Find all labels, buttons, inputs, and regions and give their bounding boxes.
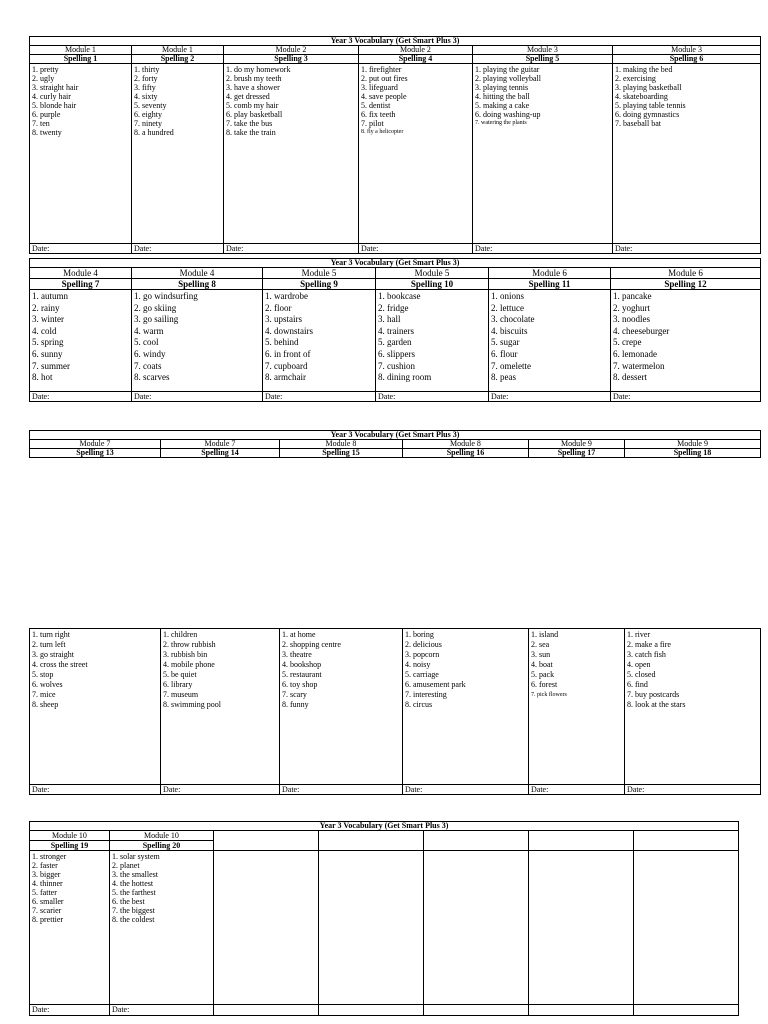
word-list-spelling-20 <box>110 851 214 1005</box>
date-field[interactable]: Date: <box>132 244 224 254</box>
word-item: 1. playing the guitar <box>475 65 540 74</box>
word-item: 3. straight hair <box>32 83 79 92</box>
word-item: 2. faster <box>32 861 58 870</box>
word-item: 4. hitting the ball <box>475 92 530 101</box>
word-item: 7. take the bus <box>226 119 273 128</box>
word-item: 1. solar system <box>112 852 160 861</box>
word-item: 4. downstairs <box>265 325 313 336</box>
word-item: 7. interesting <box>405 690 447 699</box>
word-item: 6. smaller <box>32 897 64 906</box>
spelling-heading: Spelling 4 <box>359 55 473 64</box>
empty-cell <box>634 1005 739 1016</box>
word-item: 2. put out fires <box>361 74 408 83</box>
word-item: 3. go straight <box>32 650 74 659</box>
word-item: 4. the hottest <box>112 879 154 888</box>
word-item: 3. popcorn <box>405 650 440 659</box>
word-item: 3. chocolate <box>491 314 535 325</box>
word-list-spelling-19 <box>30 851 110 1005</box>
word-item: 6. slippers <box>378 348 415 359</box>
empty-cell <box>214 831 319 851</box>
title-row <box>30 259 761 268</box>
word-item: 4. boat <box>531 660 553 669</box>
word-item: 5. closed <box>627 670 656 679</box>
empty-cell <box>319 851 424 1005</box>
spelling-heading: Spelling 5 <box>473 55 613 64</box>
word-item: 7. coats <box>134 360 162 371</box>
word-item: 8. sheep <box>32 700 59 709</box>
word-item: 6. doing washing-up <box>475 110 541 119</box>
word-item: 3. theatre <box>282 650 312 659</box>
word-item: 5. making a cake <box>475 101 530 110</box>
word-list-spelling-5 <box>473 64 613 244</box>
word-item: 5. restaurant <box>282 670 322 679</box>
word-item: 1. do my homework <box>226 65 291 74</box>
word-item: 7. watermelon <box>613 360 665 371</box>
word-item: 6. purple <box>32 110 61 119</box>
word-list-spelling-12 <box>611 290 761 392</box>
word-item: 5. crepe <box>613 337 642 348</box>
table-title: Year 3 Vocabulary (Get Smart Plus 3) <box>30 822 739 831</box>
word-item: 4. thinner <box>32 879 63 888</box>
word-item: 6. library <box>163 680 193 689</box>
word-list-spelling-15 <box>280 629 403 785</box>
word-item: 6. flour <box>491 348 518 359</box>
word-item: 1. onions <box>491 291 525 301</box>
empty-cell <box>529 831 634 851</box>
date-field[interactable]: Date: <box>161 785 280 795</box>
date-row <box>30 392 761 402</box>
table-title: Year 3 Vocabulary (Get Smart Plus 3) <box>30 259 761 268</box>
module-label: Module 3 <box>613 46 761 55</box>
spelling-heading: Spelling 9 <box>263 279 376 290</box>
word-item: 8. prettier <box>32 915 64 924</box>
word-item: 1. stronger <box>32 852 67 861</box>
word-item: 1. children <box>163 630 198 639</box>
word-item: 7. omelette <box>491 360 531 371</box>
word-list-row <box>30 290 761 392</box>
word-item: 6. in front of <box>265 348 311 359</box>
date-field[interactable]: Date: <box>473 244 613 254</box>
module-label: Module 3 <box>473 46 613 55</box>
word-item: 8. the coldest <box>112 915 155 924</box>
word-item: 3. catch fish <box>627 650 666 659</box>
word-item: 8. peas <box>491 372 516 383</box>
word-list-spelling-16 <box>403 629 529 785</box>
word-item: 2. lettuce <box>491 302 524 313</box>
word-item: 3. lifeguard <box>361 83 398 92</box>
word-item: 3. noodles <box>613 314 650 325</box>
word-item: 1. wardrobe <box>265 291 308 301</box>
word-item: 1. bookcase <box>378 291 421 301</box>
vocabulary-table-modules-1-3 <box>29 36 761 254</box>
date-field[interactable]: Date: <box>613 244 761 254</box>
word-item: 5. the farthest <box>112 888 156 897</box>
word-item: 6. toy shop <box>282 680 318 689</box>
word-item: 5. playing table tennis <box>615 101 686 110</box>
date-field[interactable]: Date: <box>625 785 761 795</box>
spelling-heading: Spelling 20 <box>110 841 214 851</box>
word-item: 3. hall <box>378 314 401 325</box>
word-item: 4. cold <box>32 325 57 336</box>
empty-cell <box>634 851 739 1005</box>
word-list-spelling-2 <box>132 64 224 244</box>
word-item: 6. forest <box>531 680 558 689</box>
module-label: Module 2 <box>224 46 359 55</box>
word-item: 5. carriage <box>405 670 439 679</box>
word-list-spelling-6 <box>613 64 761 244</box>
word-item: 6. sunny <box>32 348 63 359</box>
spelling-heading: Spelling 8 <box>132 279 263 290</box>
word-item: 1. autumn <box>32 291 68 301</box>
date-field[interactable]: Date: <box>224 244 359 254</box>
spelling-heading: Spelling 3 <box>224 55 359 64</box>
word-item: 3. upstairs <box>265 314 302 325</box>
date-field[interactable]: Date: <box>359 244 473 254</box>
word-item: 8. dessert <box>613 372 647 383</box>
word-item: 1. boring <box>405 630 434 639</box>
module-row <box>30 831 739 841</box>
title-row <box>30 37 761 46</box>
word-item: 7. watering the plants <box>475 120 527 126</box>
word-item: 1. thirty <box>134 65 160 74</box>
word-item: 7. baseball bat <box>615 119 661 128</box>
vocabulary-table-module-10 <box>29 821 739 1016</box>
word-item: 5. be quiet <box>163 670 197 679</box>
word-item: 2. exercising <box>615 74 656 83</box>
word-item: 4. skateboarding <box>615 92 668 101</box>
empty-cell <box>424 1005 529 1016</box>
date-field[interactable]: Date: <box>110 1005 214 1016</box>
empty-cell <box>214 851 319 1005</box>
date-field[interactable]: Date: <box>280 785 403 795</box>
date-field[interactable]: Date: <box>611 392 761 402</box>
word-list-spelling-1 <box>30 64 132 244</box>
date-field[interactable]: Date: <box>529 785 625 795</box>
module-label: Module 1 <box>30 46 132 55</box>
word-item: 5. spring <box>32 337 64 348</box>
table-title: Year 3 Vocabulary (Get Smart Plus 3) <box>30 431 761 440</box>
module-label: Module 10 <box>110 831 214 841</box>
word-item: 3. winter <box>32 314 64 325</box>
vocabulary-table-modules-4-6 <box>29 258 761 402</box>
word-item: 7. summer <box>32 360 70 371</box>
word-item: 5. blonde hair <box>32 101 77 110</box>
spelling-heading: Spelling 7 <box>30 279 132 290</box>
word-item: 1. pancake <box>613 291 652 301</box>
title-row <box>30 822 739 831</box>
word-item: 2. playing volleyball <box>475 74 541 83</box>
word-item: 5. comb my hair <box>226 101 279 110</box>
table-title: Year 3 Vocabulary (Get Smart Plus 3) <box>30 37 761 46</box>
word-item: 4. sixty <box>134 92 158 101</box>
spelling-heading: Spelling 6 <box>613 55 761 64</box>
word-item: 1. river <box>627 630 651 639</box>
word-item: 8. take the train <box>226 128 276 137</box>
word-item: 5. pack <box>531 670 555 679</box>
empty-cell <box>319 1005 424 1016</box>
spelling-row <box>30 279 761 290</box>
vocabulary-table-modules-7-9-body <box>29 628 761 795</box>
word-item: 5. garden <box>378 337 412 348</box>
word-item: 3. rubbish bin <box>163 650 208 659</box>
spelling-row <box>30 449 761 458</box>
word-item: 4. warm <box>134 325 164 336</box>
empty-cell <box>319 831 424 851</box>
word-item: 2. shopping centre <box>282 640 341 649</box>
empty-cell <box>529 1005 634 1016</box>
word-item: 7. ninety <box>134 119 162 128</box>
date-row <box>30 1005 739 1016</box>
word-item: 2. ugly <box>32 74 55 83</box>
word-list-spelling-18 <box>625 629 761 785</box>
word-list-row <box>30 629 761 785</box>
word-item: 5. sugar <box>491 337 520 348</box>
word-item: 5. seventy <box>134 101 167 110</box>
vocabulary-table-modules-7-9-header <box>29 430 761 458</box>
word-item: 6. doing gymnastics <box>615 110 680 119</box>
word-item: 1. island <box>531 630 559 639</box>
word-item: 5. behind <box>265 337 299 348</box>
word-item: 2. brush my teeth <box>226 74 282 83</box>
word-item: 8. funny <box>282 700 309 709</box>
word-item: 6. lemonade <box>613 348 657 359</box>
word-item: 6. windy <box>134 348 166 359</box>
word-item: 8. armchair <box>265 372 306 383</box>
word-item: 2. floor <box>265 302 292 313</box>
word-item: 3. have a shower <box>226 83 280 92</box>
word-list-spelling-7 <box>30 290 132 392</box>
word-item: 5. fatter <box>32 888 57 897</box>
empty-cell <box>424 851 529 1005</box>
word-item: 2. delicious <box>405 640 442 649</box>
spelling-heading: Spelling 1 <box>30 55 132 64</box>
spelling-heading: Spelling 17 <box>529 449 625 458</box>
word-item: 4. trainers <box>378 325 414 336</box>
word-item: 7. cupboard <box>265 360 308 371</box>
word-item: 1. at home <box>282 630 316 639</box>
date-field[interactable]: Date: <box>263 392 376 402</box>
word-item: 8. scarves <box>134 372 170 383</box>
module-row <box>30 268 761 279</box>
word-item: 7. scary <box>282 690 307 699</box>
word-list-spelling-11 <box>489 290 611 392</box>
module-row <box>30 46 761 55</box>
date-field[interactable]: Date: <box>376 392 489 402</box>
word-item: 7. mice <box>32 690 56 699</box>
word-item: 4. noisy <box>405 660 431 669</box>
date-row <box>30 244 761 254</box>
word-item: 7. pilot <box>361 119 384 128</box>
word-item: 7. scarier <box>32 906 62 915</box>
word-item: 4. biscuits <box>491 325 528 336</box>
spelling-heading: Spelling 16 <box>403 449 529 458</box>
word-item: 6. eighty <box>134 110 162 119</box>
word-item: 3. playing tennis <box>475 83 529 92</box>
word-item: 2. rainy <box>32 302 60 313</box>
word-item: 2. yoghurt <box>613 302 650 313</box>
empty-cell <box>529 851 634 1005</box>
word-item: 2. forty <box>134 74 158 83</box>
word-item: 3. the smallest <box>112 870 158 879</box>
word-item: 4. cheeseburger <box>613 325 670 336</box>
spelling-heading: Spelling 18 <box>625 449 761 458</box>
word-item: 2. sea <box>531 640 550 649</box>
word-item: 8. hot <box>32 372 53 383</box>
word-list-spelling-14 <box>161 629 280 785</box>
module-label: Module 2 <box>359 46 473 55</box>
word-item: 5. dentist <box>361 101 391 110</box>
word-item: 1. firefighter <box>361 65 402 74</box>
word-item: 4. get dressed <box>226 92 270 101</box>
word-item: 8. look at the stars <box>627 700 686 709</box>
word-item: 3. fifty <box>134 83 156 92</box>
module-label: Module 8 <box>280 440 403 449</box>
word-item: 5. cool <box>134 337 159 348</box>
word-item: 2. go skiing <box>134 302 177 313</box>
word-item: 3. playing basketball <box>615 83 682 92</box>
module-label: Module 1 <box>132 46 224 55</box>
word-item: 3. bigger <box>32 870 61 879</box>
word-item: 1. go windsurfing <box>134 291 198 301</box>
spelling-row <box>30 55 761 64</box>
date-field[interactable]: Date: <box>489 392 611 402</box>
module-label: Module 5 <box>263 268 376 279</box>
word-item: 4. save people <box>361 92 407 101</box>
word-item: 6. play basketball <box>226 110 283 119</box>
word-item: 6. wolves <box>32 680 63 689</box>
word-item: 2. fridge <box>378 302 409 313</box>
word-item: 7. museum <box>163 690 199 699</box>
word-item: 5. stop <box>32 670 54 679</box>
spelling-heading: Spelling 19 <box>30 841 110 851</box>
spelling-heading: Spelling 10 <box>376 279 489 290</box>
word-item: 7. buy postcards <box>627 690 680 699</box>
word-item: 6. fix teeth <box>361 110 396 119</box>
word-list-spelling-13 <box>30 629 161 785</box>
date-field[interactable]: Date: <box>132 392 263 402</box>
word-item: 6. find <box>627 680 648 689</box>
module-label: Module 5 <box>376 268 489 279</box>
module-label: Module 6 <box>611 268 761 279</box>
word-list-spelling-17 <box>529 629 625 785</box>
spelling-heading: Spelling 14 <box>161 449 280 458</box>
word-item: 6. the best <box>112 897 145 906</box>
spelling-heading: Spelling 12 <box>611 279 761 290</box>
word-list-spelling-4 <box>359 64 473 244</box>
word-item: 2. turn left <box>32 640 66 649</box>
word-item: 8. circus <box>405 700 433 709</box>
word-item: 8. fly a helicopter <box>361 129 404 135</box>
word-item: 8. a hundred <box>134 128 174 137</box>
word-item: 7. pick flowers <box>531 692 567 698</box>
spelling-heading: Spelling 13 <box>30 449 161 458</box>
date-field[interactable]: Date: <box>30 785 161 795</box>
word-item: 8. dining room <box>378 372 432 383</box>
module-label: Module 8 <box>403 440 529 449</box>
module-label: Module 7 <box>30 440 161 449</box>
word-item: 7. cushion <box>378 360 415 371</box>
module-label: Module 7 <box>161 440 280 449</box>
word-item: 4. bookshop <box>282 660 322 669</box>
date-field[interactable]: Date: <box>30 244 132 254</box>
word-list-spelling-8 <box>132 290 263 392</box>
word-item: 8. twenty <box>32 128 62 137</box>
word-list-spelling-10 <box>376 290 489 392</box>
word-item: 1. making the bed <box>615 65 673 74</box>
empty-cell <box>214 1005 319 1016</box>
word-item: 6. amusement park <box>405 680 466 689</box>
module-label: Module 6 <box>489 268 611 279</box>
word-item: 8. swimming pool <box>163 700 222 709</box>
word-item: 7. the biggest <box>112 906 155 915</box>
word-item: 3. go sailing <box>134 314 179 325</box>
date-row <box>30 785 761 795</box>
module-label: Module 10 <box>30 831 110 841</box>
word-item: 3. sun <box>531 650 551 659</box>
word-item: 1. pretty <box>32 65 59 74</box>
word-item: 4. open <box>627 660 651 669</box>
date-field[interactable]: Date: <box>30 1005 110 1016</box>
word-item: 4. cross the street <box>32 660 88 669</box>
spelling-heading: Spelling 2 <box>132 55 224 64</box>
word-item: 1. turn right <box>32 630 70 639</box>
module-label: Module 4 <box>30 268 132 279</box>
word-list-spelling-9 <box>263 290 376 392</box>
word-list-spelling-3 <box>224 64 359 244</box>
module-label: Module 9 <box>529 440 625 449</box>
empty-cell <box>424 831 529 851</box>
word-item: 2. throw rubbish <box>163 640 216 649</box>
word-item: 2. make a fire <box>627 640 671 649</box>
module-label: Module 9 <box>625 440 761 449</box>
spelling-heading: Spelling 15 <box>280 449 403 458</box>
word-item: 4. mobile phone <box>163 660 215 669</box>
word-list-row <box>30 851 739 1005</box>
empty-cell <box>634 831 739 851</box>
title-row <box>30 431 761 440</box>
word-item: 7. ten <box>32 119 50 128</box>
word-list-row <box>30 64 761 244</box>
word-item: 4. curly hair <box>32 92 71 101</box>
date-field[interactable]: Date: <box>30 392 132 402</box>
module-label: Module 4 <box>132 268 263 279</box>
date-field[interactable]: Date: <box>403 785 529 795</box>
word-item: 2. planet <box>112 861 140 870</box>
module-row <box>30 440 761 449</box>
spelling-heading: Spelling 11 <box>489 279 611 290</box>
